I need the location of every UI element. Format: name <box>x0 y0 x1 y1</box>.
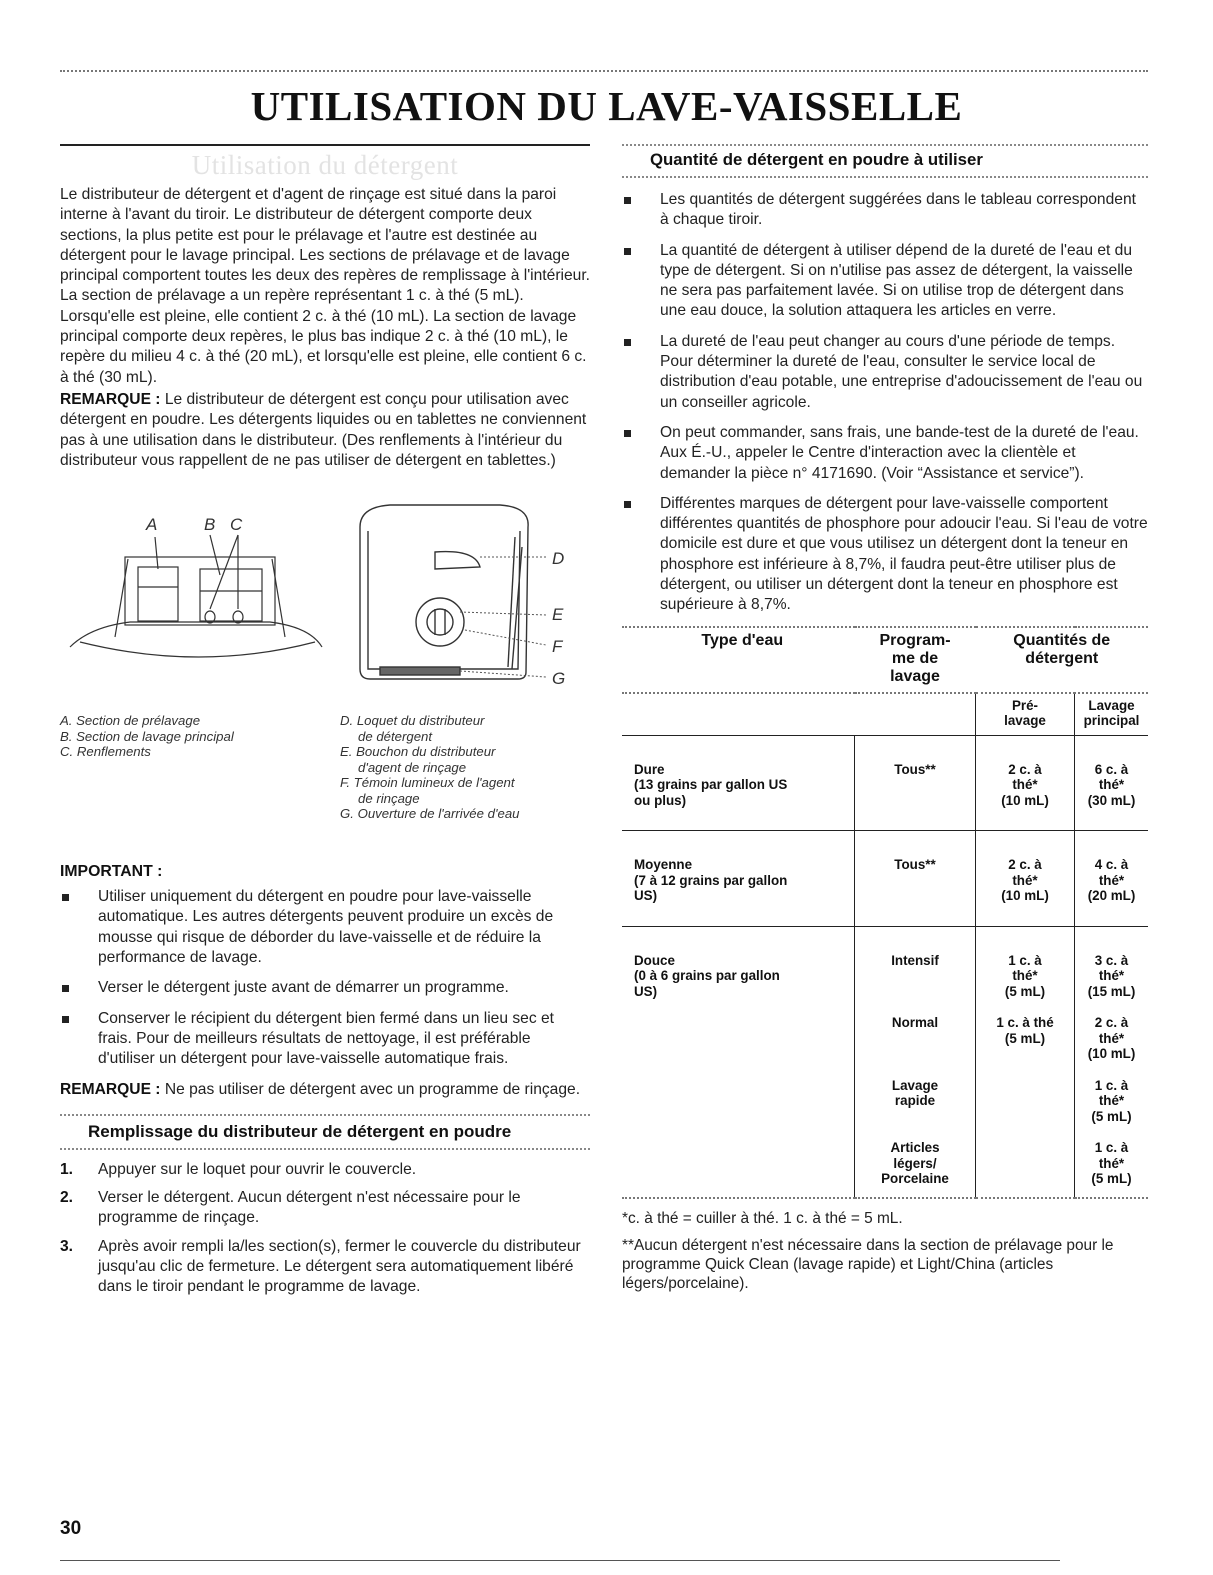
bullet-square-icon <box>624 197 631 204</box>
step-text: Appuyer sur le loquet pour ouvrir le couvercle. <box>98 1160 417 1178</box>
main-wash-amount: 4 c. à thé* (20 mL) <box>1075 831 1149 927</box>
program-cell: Intensif <box>855 926 976 1009</box>
program-cell: Normal <box>855 1009 976 1072</box>
figure-label-c: C <box>230 515 243 535</box>
step-text: Après avoir rempli la/les section(s), fermer le couvercle du distributeur jusqu'au clic de fermeture. Le détergent sera automatiquement libéré dans le tiroir pendant le programme de lavage. <box>98 1237 581 1296</box>
prewash-amount: 2 c. à thé* (10 mL) <box>976 831 1075 927</box>
right-column <box>622 140 1148 1301</box>
table-footnotes <box>622 1209 1148 1293</box>
bullet-square-icon <box>624 248 631 255</box>
bullet-square-icon <box>624 501 631 508</box>
figure-label-d: D <box>552 549 565 569</box>
program-cell: Tous** <box>855 735 976 831</box>
water-type-medium: Moyenne (7 à 12 grains par gallon US) <box>622 831 855 927</box>
fill-steps-list <box>60 1160 590 1298</box>
page-title: UTILISATION DU LAVE-VAISSELLE <box>250 83 963 129</box>
list-item <box>60 978 590 998</box>
table-row <box>622 735 1148 831</box>
list-item <box>60 1237 590 1298</box>
bottom-rule <box>60 1560 1060 1561</box>
table-header-row <box>622 627 1148 693</box>
main-wash-amount: 2 c. à thé* (10 mL) <box>1087 1015 1136 1062</box>
list-item <box>60 1009 590 1070</box>
figure-legend <box>60 713 590 863</box>
main-wash-amount: 1 c. à thé* (5 mL) <box>1075 1134 1149 1198</box>
list-item <box>622 332 1148 413</box>
note-label: REMARQUE : <box>60 1080 161 1098</box>
list-item <box>622 494 1148 616</box>
note-paragraph-2 <box>60 1080 590 1100</box>
list-item <box>622 423 1148 484</box>
table-subheader-row <box>622 693 1148 736</box>
legend-item-f-cont: de rinçage <box>358 790 420 806</box>
top-dotted-rule <box>60 70 1148 72</box>
prewash-amount: 1 c. à thé (5 mL) <box>976 1009 1075 1072</box>
footnote-teaspoon: *c. à thé = cuiller à thé. 1 c. à thé = 5 mL. <box>622 1209 903 1227</box>
figure-label-f: F <box>552 637 563 657</box>
detergent-quantity-heading: Quantité de détergent en poudre à utiliser <box>622 144 1148 178</box>
important-list <box>60 887 590 1069</box>
prewash-amount: 2 c. à thé* (10 mL) <box>976 735 1075 831</box>
note-text: Ne pas utiliser de détergent avec un programme de rinçage. <box>160 1080 581 1098</box>
section-rule <box>60 144 590 146</box>
legend-item-d-cont: de détergent <box>358 728 433 744</box>
figure-label-a: A <box>146 515 158 535</box>
step-number: 2. <box>60 1189 74 1207</box>
figure-label-b: B <box>204 515 216 535</box>
legend-left-column <box>60 713 234 760</box>
note-label: REMARQUE : <box>60 390 161 408</box>
prewash-amount: 1 c. à thé* (5 mL) <box>976 926 1075 1009</box>
legend-item-f: F. Témoin lumineux de l'agent <box>340 775 515 791</box>
figure-label-e: E <box>552 605 564 625</box>
program-cell: Lavage rapide <box>855 1072 976 1135</box>
legend-item-a: A. Section de prélavage <box>60 713 201 729</box>
step-text: Verser le détergent. Aucun détergent n'est nécessaire pour le programme de rinçage. <box>98 1189 521 1227</box>
step-number: 3. <box>60 1237 74 1255</box>
list-item <box>622 241 1148 322</box>
page-number: 30 <box>60 1518 82 1539</box>
bullet-square-icon <box>624 430 631 437</box>
main-wash-amount: 3 c. à thé* (15 mL) <box>1087 952 1136 999</box>
list-item <box>60 1160 590 1180</box>
bullet-square-icon <box>62 894 69 901</box>
note-text: Le distributeur de détergent est conçu pour utilisation avec détergent en poudre. Les détergents liquides ou en tablettes ne conviennent pas à une utilisation dans le distributeur. (Des renflements à l'intérieur du distributeur vous rappellent de ne pas utiliser de détergent en tablettes.) <box>60 390 587 469</box>
bullet-square-icon <box>62 985 69 992</box>
table-row <box>622 926 1148 1009</box>
figure-label-g: G <box>552 669 566 689</box>
important-item-3: Conserver le récipient du détergent bien fermé dans un lieu sec et frais. Pour de meilleurs résultats de nettoyage, il est préférable d'utiliser un détergent pour lave-vaisselle automatique frais. <box>98 1009 554 1068</box>
fill-dispenser-heading: Remplissage du distributeur de détergent en poudre <box>60 1114 590 1150</box>
bullet-text-4: On peut commander, sans frais, une bande-test de la dureté de l'eau. Aux É.-U., appeler le Centre d'interaction avec la clientèle et demander la pièce n° 4171690. (Voir “Assistance et service”). <box>660 423 1139 482</box>
legend-item-e-cont: d'agent de rinçage <box>358 759 467 775</box>
intro-paragraph: Le distributeur de détergent et d'agent de rinçage est situé dans la paroi interne à l'avant du tiroir. Le distributeur de détergent comporte deux sections, la plus petite est pour le prélavage et l'autre est destinée au détergent pour le lavage principal. Les sections de prélavage et de lavage principal comportent toutes les deux des repères de remplissage à l'intérieur. La section de prélavage a un repère représentant 1 c. à thé (5 mL). Lorsqu'elle est pleine, elle contient 2 c. à thé (10 mL). La section de lavage principal comporte deux repères, le plus bas indique 2 c. à thé (10 mL), le repère du milieu 4 c. à thé (20 mL), et lorsqu'elle est pleine, elle contient 6 c. à thé (30 mL). <box>60 186 590 386</box>
detergent-quantity-table <box>622 626 1148 1199</box>
bullet-text-2: La quantité de détergent à utiliser dépend de la dureté de l'eau et du type de détergent. Si on n'utilise pas assez de détergent, la vaisselle ne sera pas parfaitement lavée. Si on utilise trop de détergent dans une eau douce, la solution attaquera les articles en verre. <box>660 241 1133 320</box>
bullet-square-icon <box>624 339 631 346</box>
table-row <box>622 831 1148 927</box>
dispenser-figure <box>60 497 590 707</box>
bullet-text-5: Différentes marques de détergent pour lave-vaisselle comportent différentes quantités de phosphore pour adoucir l'eau. Si l'eau de votre domicile est dure et que vous utilisez un détergent dont la teneur en phosphore est inférieure à 8,7%, il faudra peut-être utiliser plus de détergent, ou utiliser un détergent dont la teneur en phosphore est supérieure à 8,7%. <box>660 494 1148 614</box>
important-title: IMPORTANT : <box>60 863 163 881</box>
subheader-prewash: Pré- lavage <box>976 693 1075 736</box>
legend-right-column <box>340 713 520 822</box>
step-number: 1. <box>60 1160 74 1178</box>
legend-item-e: E. Bouchon du distributeur <box>340 744 496 760</box>
program-cell: Articles légers/ Porcelaine <box>855 1134 976 1198</box>
prewash-amount <box>976 1072 1075 1135</box>
list-item <box>622 190 1148 231</box>
bullet-text-3: La dureté de l'eau peut changer au cours d'une période de temps. Pour déterminer la dureté de l'eau, consulter le service local de distribution d'eau potable, une entreprise d'adoucissement de l'eau ou un conseiller agricole. <box>660 332 1143 411</box>
program-cell: Tous** <box>855 831 976 927</box>
important-item-2: Verser le détergent juste avant de démarrer un programme. <box>98 979 509 997</box>
main-wash-amount: 6 c. à thé* (30 mL) <box>1075 735 1149 831</box>
water-type-hard: Dure (13 grains par gallon US ou plus) <box>622 735 855 831</box>
legend-item-c: C. Renflements <box>60 744 151 760</box>
list-item <box>60 887 590 968</box>
dispenser-illustration <box>60 497 590 707</box>
water-type-soft: Douce (0 à 6 grains par gallon US) <box>622 926 855 1198</box>
prewash-amount <box>976 1134 1075 1198</box>
bullet-square-icon <box>62 1016 69 1023</box>
legend-item-b: B. Section de lavage principal <box>60 728 234 744</box>
footnote-no-prewash: **Aucun détergent n'est nécessaire dans la section de prélavage pour le programme Quick Clean (lavage rapide) et Light/China (articles légers/porcelaine). <box>622 1236 1114 1292</box>
subheader-main-wash: Lavage principal <box>1075 693 1149 736</box>
legend-item-g: G. Ouverture de l'arrivée d'eau <box>340 806 520 822</box>
header-program: Program- me de lavage <box>855 627 976 693</box>
left-column <box>60 140 590 1306</box>
important-item-1: Utiliser uniquement du détergent en poudre pour lave-vaisselle automatique. Les autres détergents peuvent produire un excès de mousse qui risque de déborder du lave-vaisselle et de réduire la performance de lavage. <box>98 888 554 967</box>
bullet-text-1: Les quantités de détergent suggérées dans le tableau correspondent à chaque tiroir. <box>660 191 1136 229</box>
quantity-bullet-list <box>622 190 1148 616</box>
list-item <box>60 1188 590 1229</box>
header-water-type: Type d'eau <box>622 627 855 693</box>
note-paragraph-1 <box>60 390 590 471</box>
legend-item-d: D. Loquet du distributeur <box>340 713 485 729</box>
section-title: Utilisation du détergent <box>191 150 459 180</box>
main-wash-amount: 1 c. à thé* (5 mL) <box>1091 1077 1132 1124</box>
header-quantities: Quantités de détergent <box>976 627 1149 693</box>
